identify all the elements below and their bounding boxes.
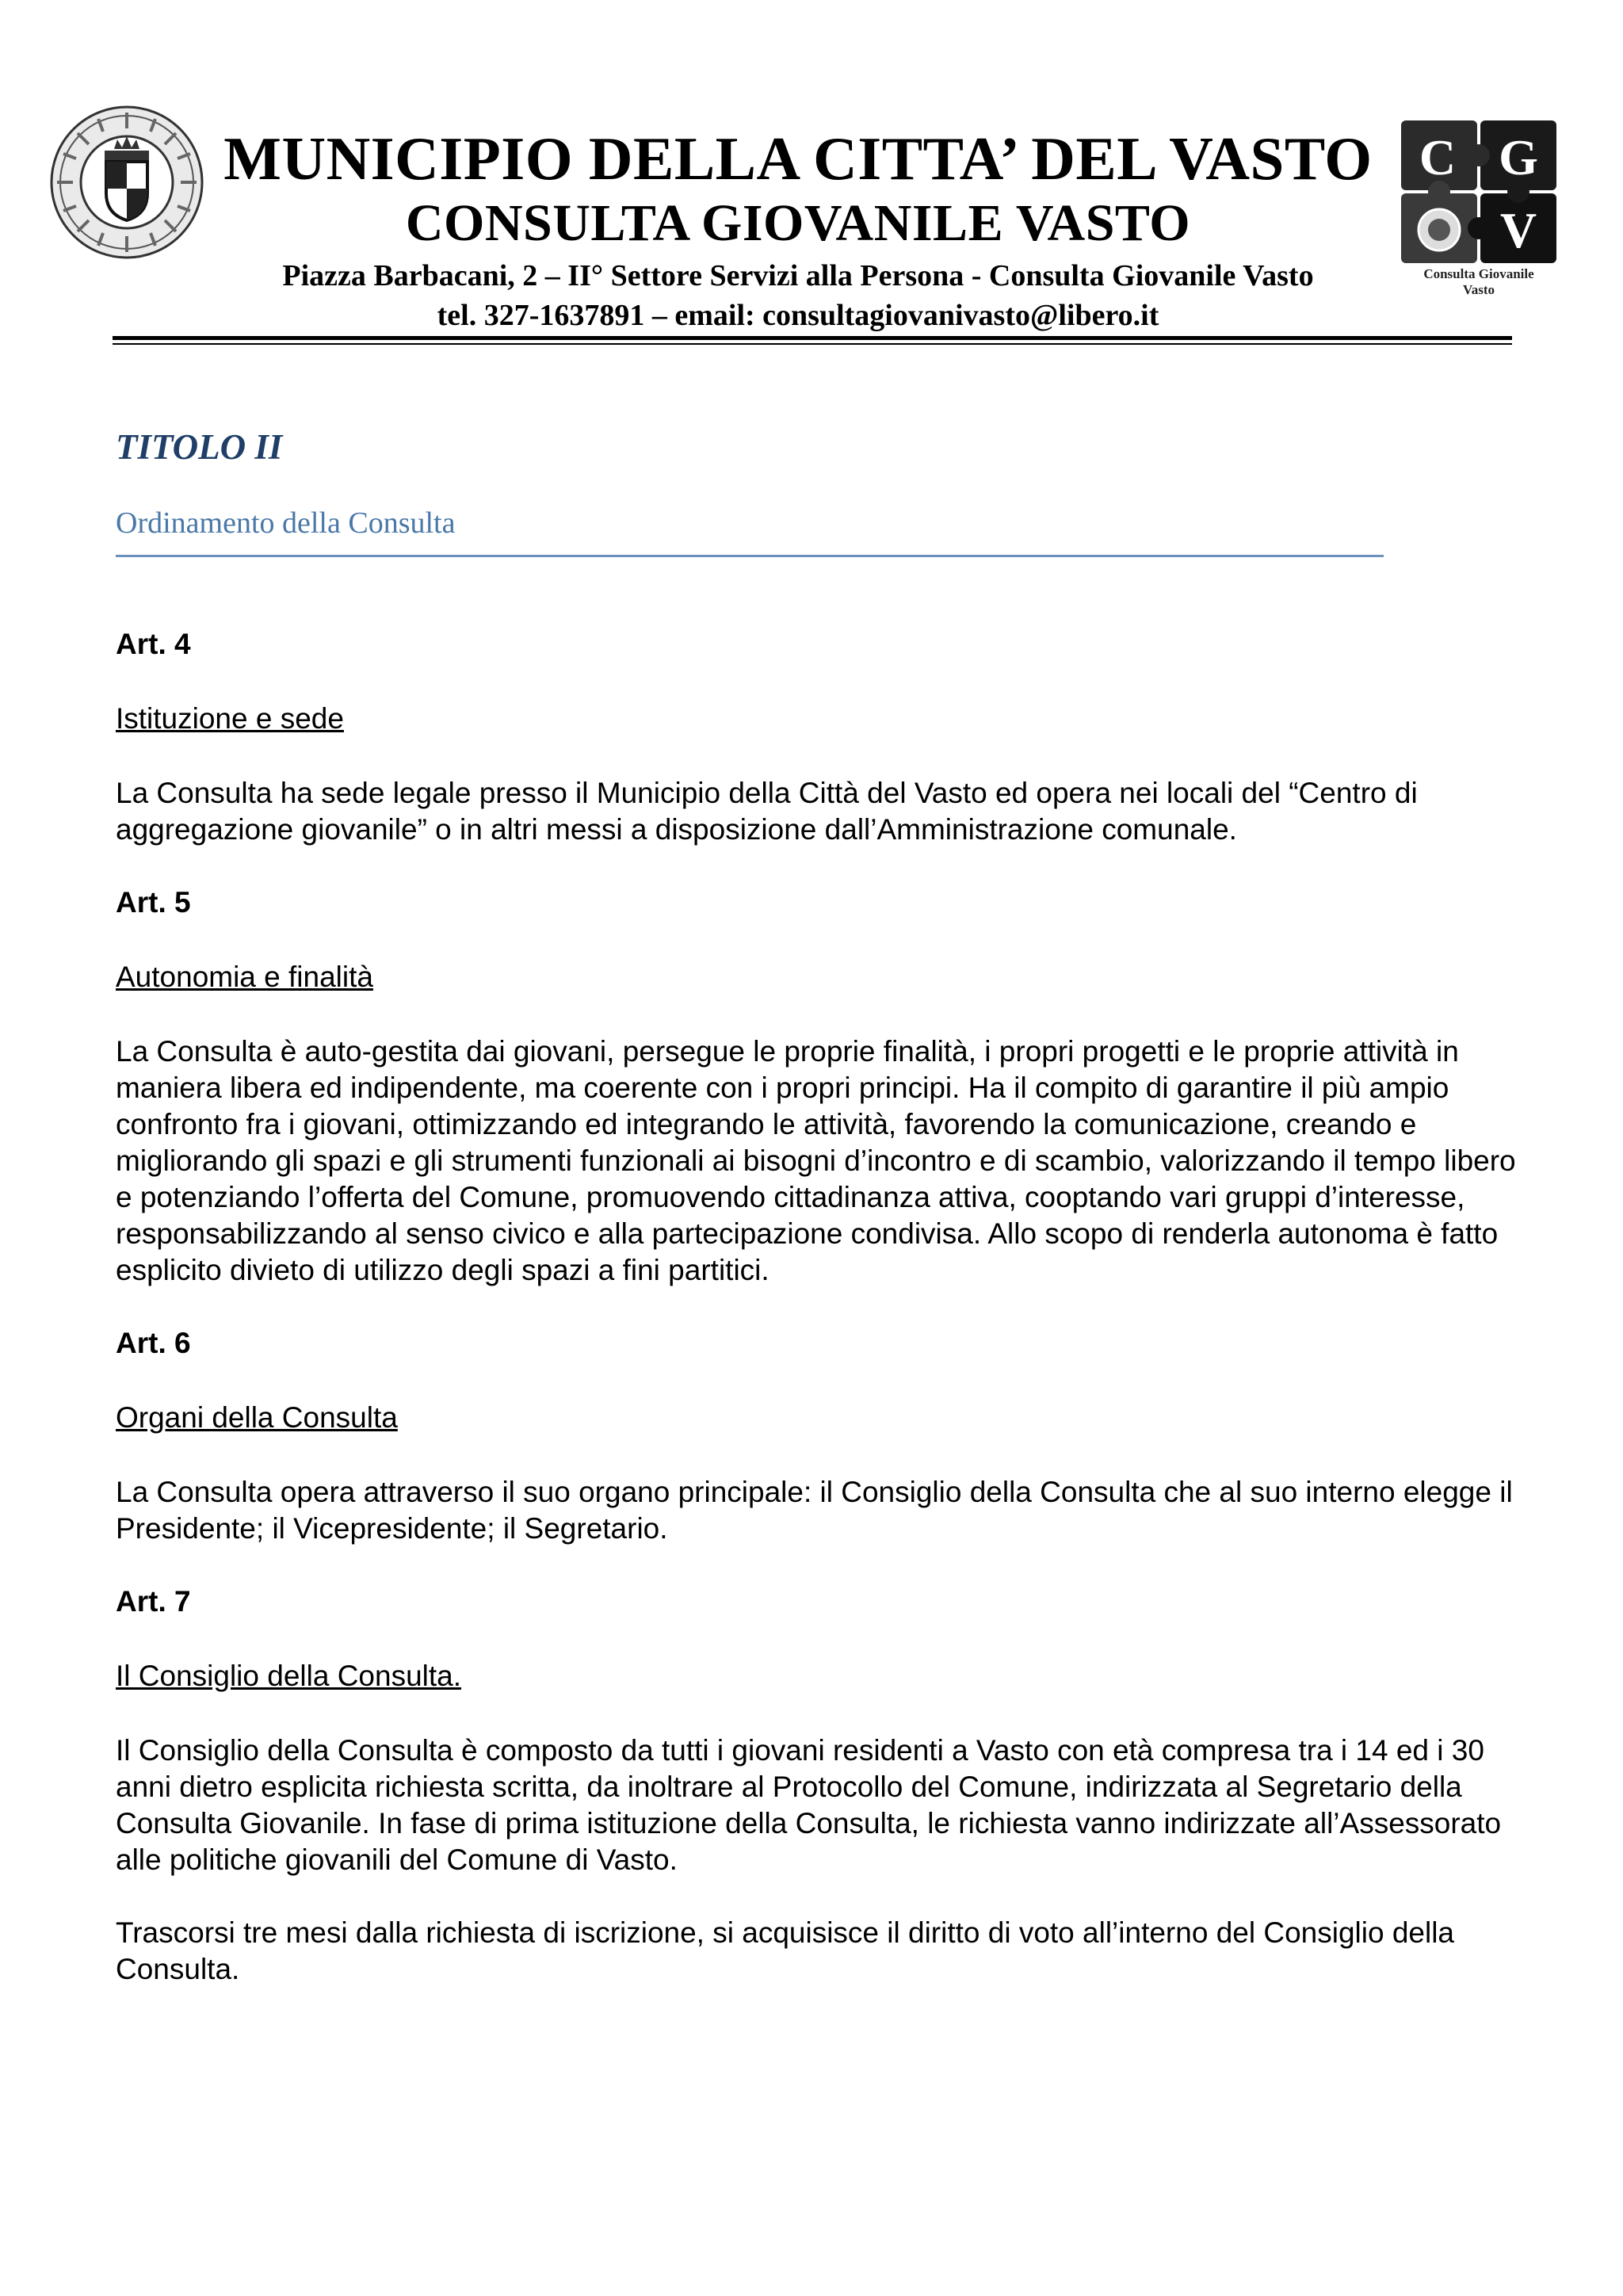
article-paragraph: La Consulta ha sede legale presso il Municipio della Città del Vasto ed opera nei locali del “Centro di aggregazione giovanile” o in altri messi a disposizione dall’Amministrazione comunale.: [116, 777, 1418, 846]
municipality-name: MUNICIPIO DELLA CITTA’ DEL VASTO: [223, 124, 1373, 193]
article-heading: Organi della Consulta: [116, 1401, 398, 1434]
article: [116, 1325, 1518, 1547]
article: [116, 884, 1518, 1289]
municipal-seal-icon: [49, 105, 204, 260]
article-number: Art. 6: [116, 1327, 191, 1359]
document-body: [116, 626, 1518, 2024]
article: [116, 1584, 1518, 1988]
article-heading: Istituzione e sede: [116, 702, 344, 735]
logo-caption-line1: Consulta Giovanile: [1423, 266, 1534, 281]
article-heading: Il Consiglio della Consulta.: [116, 1660, 462, 1692]
logo-letter-c: C: [1419, 129, 1457, 185]
logo-letter-v: V: [1499, 202, 1537, 258]
logo-caption-line2: Vasto: [1463, 282, 1495, 297]
letterhead: [0, 0, 1623, 349]
logo-caption: [1392, 266, 1566, 298]
section-title: TITOLO II: [116, 427, 283, 467]
header-divider-thin: [113, 343, 1512, 345]
header-divider: [113, 336, 1512, 340]
article-paragraph: Trascorsi tre mesi dalla richiesta di iscrizione, si acquisisce il diritto di voto all’interno del Consiglio della Consulta.: [116, 1916, 1454, 1985]
organization-name: CONSULTA GIOVANILE VASTO: [405, 194, 1191, 252]
section-subtitle: Ordinamento della Consulta: [116, 506, 456, 540]
address-line: Piazza Barbacani, 2 – II° Settore Servizi alla Persona - Consulta Giovanile Vasto: [282, 259, 1314, 292]
article-number: Art. 4: [116, 628, 191, 660]
article-number: Art. 7: [116, 1585, 191, 1618]
subtitle-divider: [116, 555, 1384, 557]
article-paragraph: La Consulta è auto-gestita dai giovani, persegue le proprie finalità, i propri progetti e le proprie attività in maniera libera ed indipendente, ma coerente con i propri principi. Ha il compito di garantire il più ampio confronto fra i giovani, ottimizzando ed integrando le attività, favorendo la comunicazione, creando e migliorando gli spazi e gli strumenti funzionali ai bisogni d’incontro e di scambio, valorizzando il tempo libero e potenziando l’offerta del Comune, promuovendo cittadinanza attiva, cooptando vari gruppi d’interesse, responsabilizzando al senso civico e alla partecipazione condivisa. Allo scopo di renderla autonoma è fatto esplicito divieto di utilizzo degli spazi a fini partitici.: [116, 1035, 1516, 1286]
article-paragraph: Il Consiglio della Consulta è composto da tutti i giovani residenti a Vasto con età compresa tra i 14 ed i 30 anni dietro esplicita richiesta scritta, da inoltrare al Protocollo del Comune, indirizzata al Segretario della Consulta Giovanile. In fase di prima istituzione della Consulta, le richiesta vanno indirizzate all’Assessorato alle politiche giovanili del Comune di Vasto.: [116, 1734, 1502, 1876]
contact-line: tel. 327-1637891 – email: consultagiovanivasto@libero.it: [437, 299, 1159, 332]
logo-letter-g: G: [1499, 129, 1538, 185]
article-number: Art. 5: [116, 886, 191, 919]
article: [116, 626, 1518, 848]
article-heading: Autonomia e finalità: [116, 961, 373, 993]
article-paragraph: La Consulta opera attraverso il suo organo principale: il Consiglio della Consulta che al suo interno elegge il Presidente; il Vicepresidente; il Segretario.: [116, 1476, 1513, 1545]
